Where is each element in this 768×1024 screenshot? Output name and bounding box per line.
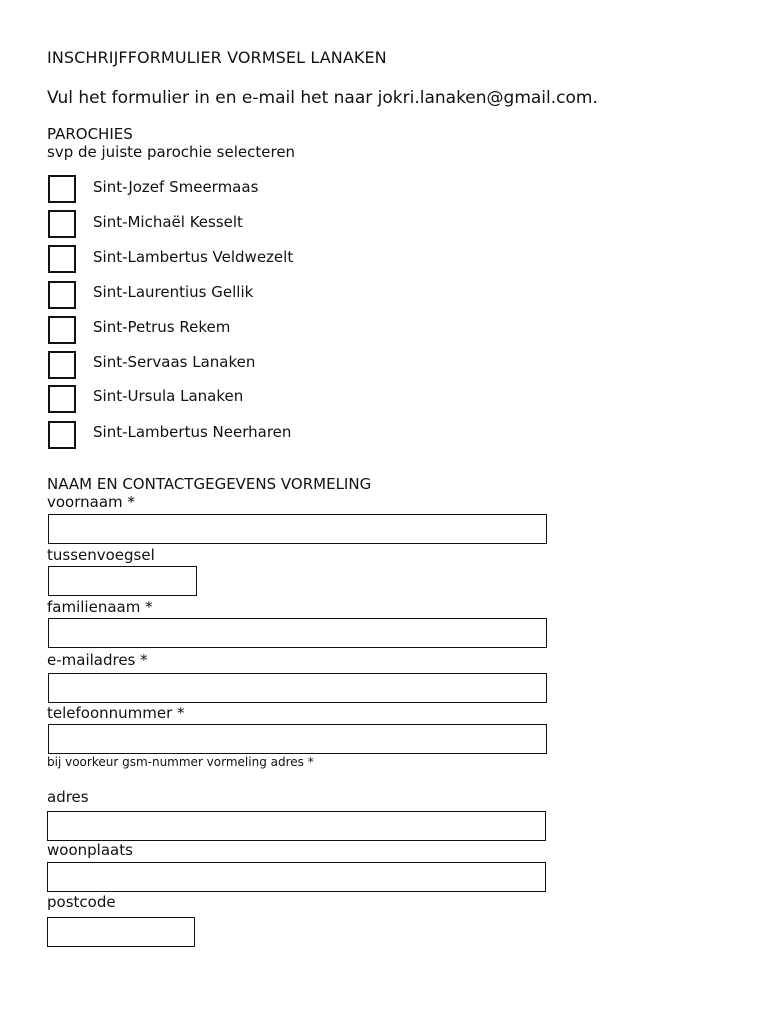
- voornaam-label: voornaam *: [47, 493, 135, 511]
- checkbox-sint-michael-kesselt[interactable]: [48, 210, 76, 238]
- adres-input[interactable]: [47, 811, 546, 841]
- email-input[interactable]: [48, 673, 547, 703]
- form-title: INSCHRIJFFORMULIER VORMSEL LANAKEN: [47, 48, 387, 67]
- woonplaats-label: woonplaats: [47, 841, 133, 859]
- checkbox-sint-servaas-lanaken[interactable]: [48, 351, 76, 379]
- adres-label: adres: [47, 788, 89, 806]
- tussenvoegsel-label: tussenvoegsel: [47, 546, 155, 564]
- telefoon-hint: bij voorkeur gsm-nummer vormeling adres *: [47, 755, 314, 769]
- checkbox-sint-lambertus-neerharen[interactable]: [48, 421, 76, 449]
- checkbox-label: Sint-Servaas Lanaken: [93, 353, 256, 371]
- form-intro: Vul het formulier in en e-mail het naar jokri.lanaken@gmail.com.: [47, 88, 598, 108]
- telefoon-label: telefoonnummer *: [47, 704, 185, 722]
- checkbox-label: Sint-Laurentius Gellik: [93, 283, 254, 301]
- checkbox-label: Sint-Lambertus Neerharen: [93, 423, 292, 441]
- checkbox-label: Sint-Petrus Rekem: [93, 318, 231, 336]
- email-label: e-mailadres *: [47, 651, 148, 669]
- checkbox-sint-jozef-smeermaas[interactable]: [48, 175, 76, 203]
- checkbox-sint-laurentius-gellik[interactable]: [48, 281, 76, 309]
- familienaam-input[interactable]: [48, 618, 547, 648]
- telefoon-input[interactable]: [48, 724, 547, 754]
- checkbox-sint-ursula-lanaken[interactable]: [48, 385, 76, 413]
- parishes-heading: PAROCHIES: [47, 125, 133, 143]
- woonplaats-input[interactable]: [47, 862, 546, 892]
- checkbox-label: Sint-Lambertus Veldwezelt: [93, 248, 294, 266]
- checkbox-label: Sint-Michaël Kesselt: [93, 213, 243, 231]
- voornaam-input[interactable]: [48, 514, 547, 544]
- contact-heading: NAAM EN CONTACTGEGEVENS VORMELING: [47, 475, 372, 493]
- postcode-input[interactable]: [47, 917, 195, 947]
- checkbox-sint-petrus-rekem[interactable]: [48, 316, 76, 344]
- tussenvoegsel-input[interactable]: [48, 566, 197, 596]
- parishes-subheading: svp de juiste parochie selecteren: [47, 143, 296, 161]
- checkbox-sint-lambertus-veldwezelt[interactable]: [48, 245, 76, 273]
- checkbox-label: Sint-Jozef Smeermaas: [93, 178, 259, 196]
- checkbox-label: Sint-Ursula Lanaken: [93, 387, 244, 405]
- postcode-label: postcode: [47, 893, 116, 911]
- familienaam-label: familienaam *: [47, 598, 153, 616]
